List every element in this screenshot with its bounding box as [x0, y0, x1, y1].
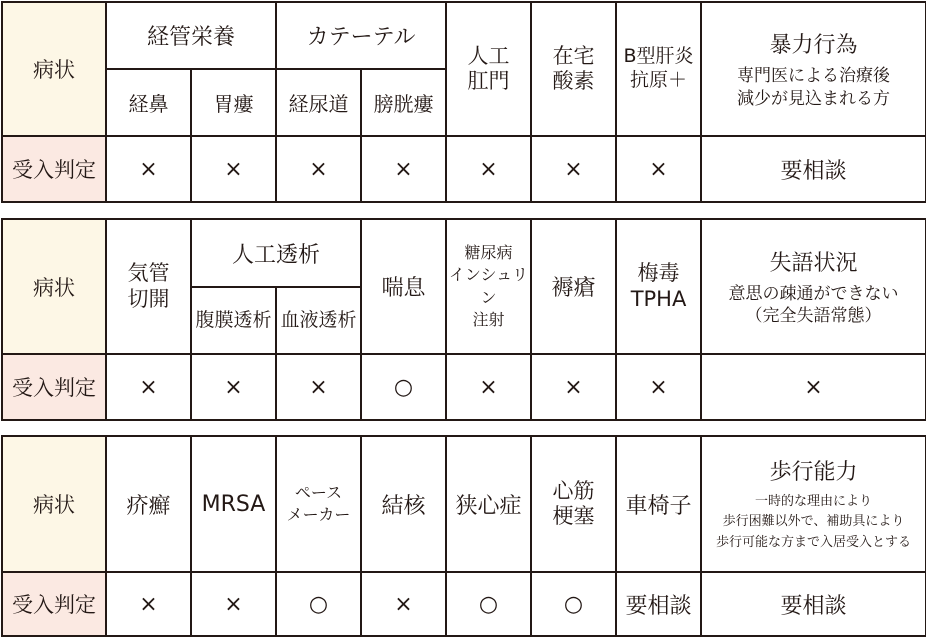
aphasia-note: 意思の疎通ができない （完全失語常態） — [728, 283, 899, 326]
result-cell: × — [531, 354, 616, 420]
bedsore-cell: 褥瘡 — [531, 219, 616, 354]
result-cell: × — [616, 136, 701, 202]
result-cell: × — [446, 136, 531, 202]
walking-title: 歩行能力 — [769, 460, 858, 486]
result-cell: ○ — [531, 572, 616, 636]
symptom-label: 病状 — [2, 2, 106, 136]
walking-note: 一時的な理由により 歩行困難以外で、補助具により 歩行可能な方まで入居受入とする — [715, 494, 911, 550]
result-cell: 要相談 — [616, 572, 701, 636]
judgment-label: 受入判定 — [2, 136, 106, 202]
angina-cell: 狭心症 — [446, 436, 531, 572]
result-cell: × — [701, 354, 926, 420]
result-cell: × — [106, 354, 191, 420]
tuberculosis-cell: 結核 — [361, 436, 446, 572]
home-oxygen-cell: 在宅 酸素 — [531, 2, 616, 136]
judgment-label: 受入判定 — [2, 354, 106, 420]
result-cell: ○ — [446, 572, 531, 636]
nasal-cell: 経鼻 — [106, 69, 191, 136]
result-cell: × — [191, 354, 276, 420]
result-cell: ○ — [361, 354, 446, 420]
hemodialysis-cell: 血液透析 — [276, 287, 361, 354]
bladder-fistula-cell: 膀胱瘻 — [361, 69, 446, 136]
result-cell: × — [531, 136, 616, 202]
syphilis-cell: 梅毒 TPHA — [616, 219, 701, 354]
wheelchair-cell: 車椅子 — [616, 436, 701, 572]
result-cell: × — [446, 354, 531, 420]
diabetes-cell: 糖尿病 インシュリン 注射 — [446, 219, 531, 354]
judgment-label: 受入判定 — [2, 572, 106, 636]
walking-cell — [701, 436, 926, 572]
violence-title: 暴力行為 — [769, 33, 858, 59]
result-cell: × — [361, 136, 446, 202]
hepatitis-b-cell: B型肝炎 抗原＋ — [616, 2, 701, 136]
result-cell: ○ — [276, 572, 361, 636]
result-cell: × — [106, 136, 191, 202]
result-cell: 要相談 — [701, 572, 926, 636]
result-cell: × — [616, 354, 701, 420]
scabies-cell: 疥癬 — [106, 436, 191, 572]
pacemaker-cell: ペース メーカー — [276, 436, 361, 572]
catheter-header: カテーテル — [276, 2, 446, 69]
table-3 — [1, 435, 926, 637]
peritoneal-cell: 腹膜透析 — [191, 287, 276, 354]
symptom-label: 病状 — [2, 219, 106, 354]
infarction-cell: 心筋 梗塞 — [531, 436, 616, 572]
result-cell: × — [276, 136, 361, 202]
urethral-cell: 経尿道 — [276, 69, 361, 136]
aphasia-title: 失語状況 — [769, 250, 858, 276]
result-cell: × — [191, 572, 276, 636]
tube-feeding-header: 経管栄養 — [106, 2, 276, 69]
mrsa-cell: MRSA — [191, 436, 276, 572]
result-cell: × — [276, 354, 361, 420]
violence-cell — [701, 2, 926, 136]
tracheotomy-cell: 気管 切開 — [106, 219, 191, 354]
result-cell: × — [361, 572, 446, 636]
violence-note: 専門医による治療後 減少が見込まれる方 — [737, 66, 891, 109]
result-cell: 要相談 — [701, 136, 926, 202]
result-cell: × — [191, 136, 276, 202]
dialysis-header: 人工透析 — [191, 219, 361, 287]
asthma-cell: 喘息 — [361, 219, 446, 354]
symptom-label: 病状 — [2, 436, 106, 572]
table-2 — [1, 218, 926, 421]
result-cell: × — [106, 572, 191, 636]
artificial-anus-cell: 人工 肛門 — [446, 2, 531, 136]
table-1 — [1, 1, 926, 203]
gastrostomy-cell: 胃瘻 — [191, 69, 276, 136]
aphasia-cell — [701, 219, 926, 354]
